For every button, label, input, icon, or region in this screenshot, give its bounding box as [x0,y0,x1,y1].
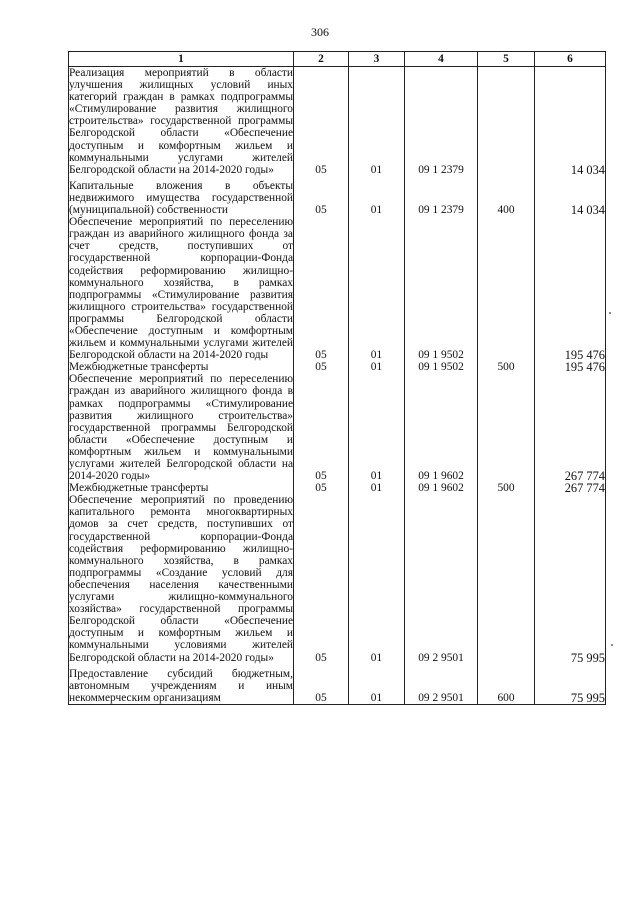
row-description: Обеспечение мероприятий по переселению граждан из аварийного жилищного фонда в рамках подпрограммы «Стимулирование развития жилищного строительства» государственной программы Белгородской области «Обеспечение доступным и комфортным жильем и коммунальными услугами жителей Белгородской области на 2014-2020 годы» [69,373,293,483]
column-header-4: 4 [405,52,478,67]
row-target-article: 09 1 2379 [405,180,478,216]
column-header-6: 6 [535,52,606,67]
row-subsection: 01 [349,494,405,663]
row-description: Обеспечение мероприятий по переселению граждан из аварийного жилищного фонда за счет средств, поступивших от государственной корпорации-Фонда содействия реформированию жилищно-коммунального хозяйства, в рамках подпрограммы «Стимулирование развития жилищного строительства» государственной программы Белгородской области «Обеспечение доступным и комфортным жильем и коммунальными услугами жителей Белгородской области на 2014-2020 годы [69,216,293,362]
row-description: Реализация мероприятий в области улучшения жилищных условий иных категорий граждан в рамках подпрограммы «Стимулирование развития жилищного строительства» государственной программы Белгородской области «Обеспечение доступным и комфортным жильем и коммунальными услугами жителей Белгородской области на 2014-2020 годы» [69,67,293,176]
row-description: Обеспечение мероприятий по проведению капитального ремонта многоквартирных домов за счет средств, поступивших от государственной корпорации-Фонда содействия реформированию жилищно-коммунального хозяйства, в рамках подпрограммы «Создание условий для обеспечения населения качественными услугами жилищно-коммунального хозяйства» государственной программы Белгородской области «Обеспечение доступным и комфортным жильем и коммунальными условиями жителей Белгородской области на 2014-2020 годы» [69,494,293,664]
row-expense-type: 600 [478,668,535,705]
row-description: Предоставление субсидий бюджетным, автономным учреждениям и иным некоммерческим организациям [69,667,293,704]
row-expense-type [478,494,535,663]
row-description: Межбюджетные трансферты [69,361,294,373]
row-subsection: 01 [349,361,405,373]
row-subsection: 01 [349,180,405,216]
row-amount: 75 995 [535,494,606,663]
column-header-1: 1 [69,52,294,67]
row-subsection: 01 [349,216,405,361]
row-description: Капитальные вложения в объекты недвижимого имущества государственной (муниципальной) собственности [69,179,293,217]
table-row [69,482,606,494]
table-row [69,180,606,216]
row-target-article: 09 1 9502 [405,361,478,373]
column-header-2: 2 [294,52,349,67]
row-amount: 14 034 [535,67,606,176]
row-target-article: 09 1 9602 [405,373,478,482]
table-body [69,67,606,705]
row-expense-type [478,373,535,482]
row-section: 05 [294,668,349,705]
row-subsection: 01 [349,482,405,494]
row-subsection: 01 [349,373,405,482]
row-section: 05 [294,373,349,482]
row-amount: 14 034 [535,180,606,216]
row-section: 05 [294,67,349,176]
row-expense-type: 500 [478,482,535,494]
row-amount: 195 476 [535,361,606,373]
row-amount: 75 995 [535,668,606,705]
row-target-article: 09 1 9502 [405,216,478,361]
table-row [69,494,606,663]
scan-speck [609,312,611,314]
header-row [69,52,606,67]
row-subsection: 01 [349,67,405,176]
table-header [69,52,606,67]
row-target-article: 09 2 9501 [405,494,478,663]
page-number: 306 [311,25,329,39]
row-section: 05 [294,361,349,373]
table-row [69,67,606,176]
row-section: 05 [294,482,349,494]
row-target-article: 09 1 2379 [405,67,478,176]
budget-table [68,51,606,705]
row-subsection: 01 [349,668,405,705]
row-amount: 267 774 [535,482,606,494]
column-header-5: 5 [478,52,535,67]
row-expense-type: 500 [478,361,535,373]
row-section: 05 [294,494,349,663]
table-row [69,373,606,482]
table-row [69,216,606,361]
table-row [69,361,606,373]
row-section: 05 [294,180,349,216]
row-expense-type [478,67,535,176]
column-header-3: 3 [349,52,405,67]
row-target-article: 09 1 9602 [405,482,478,494]
row-amount: 267 774 [535,373,606,482]
row-target-article: 09 2 9501 [405,668,478,705]
row-expense-type: 400 [478,180,535,216]
row-amount: 195 476 [535,216,606,361]
table-row [69,668,606,705]
row-section: 05 [294,216,349,361]
scan-speck [611,644,613,646]
row-expense-type [478,216,535,361]
row-description: Межбюджетные трансферты [69,482,294,494]
